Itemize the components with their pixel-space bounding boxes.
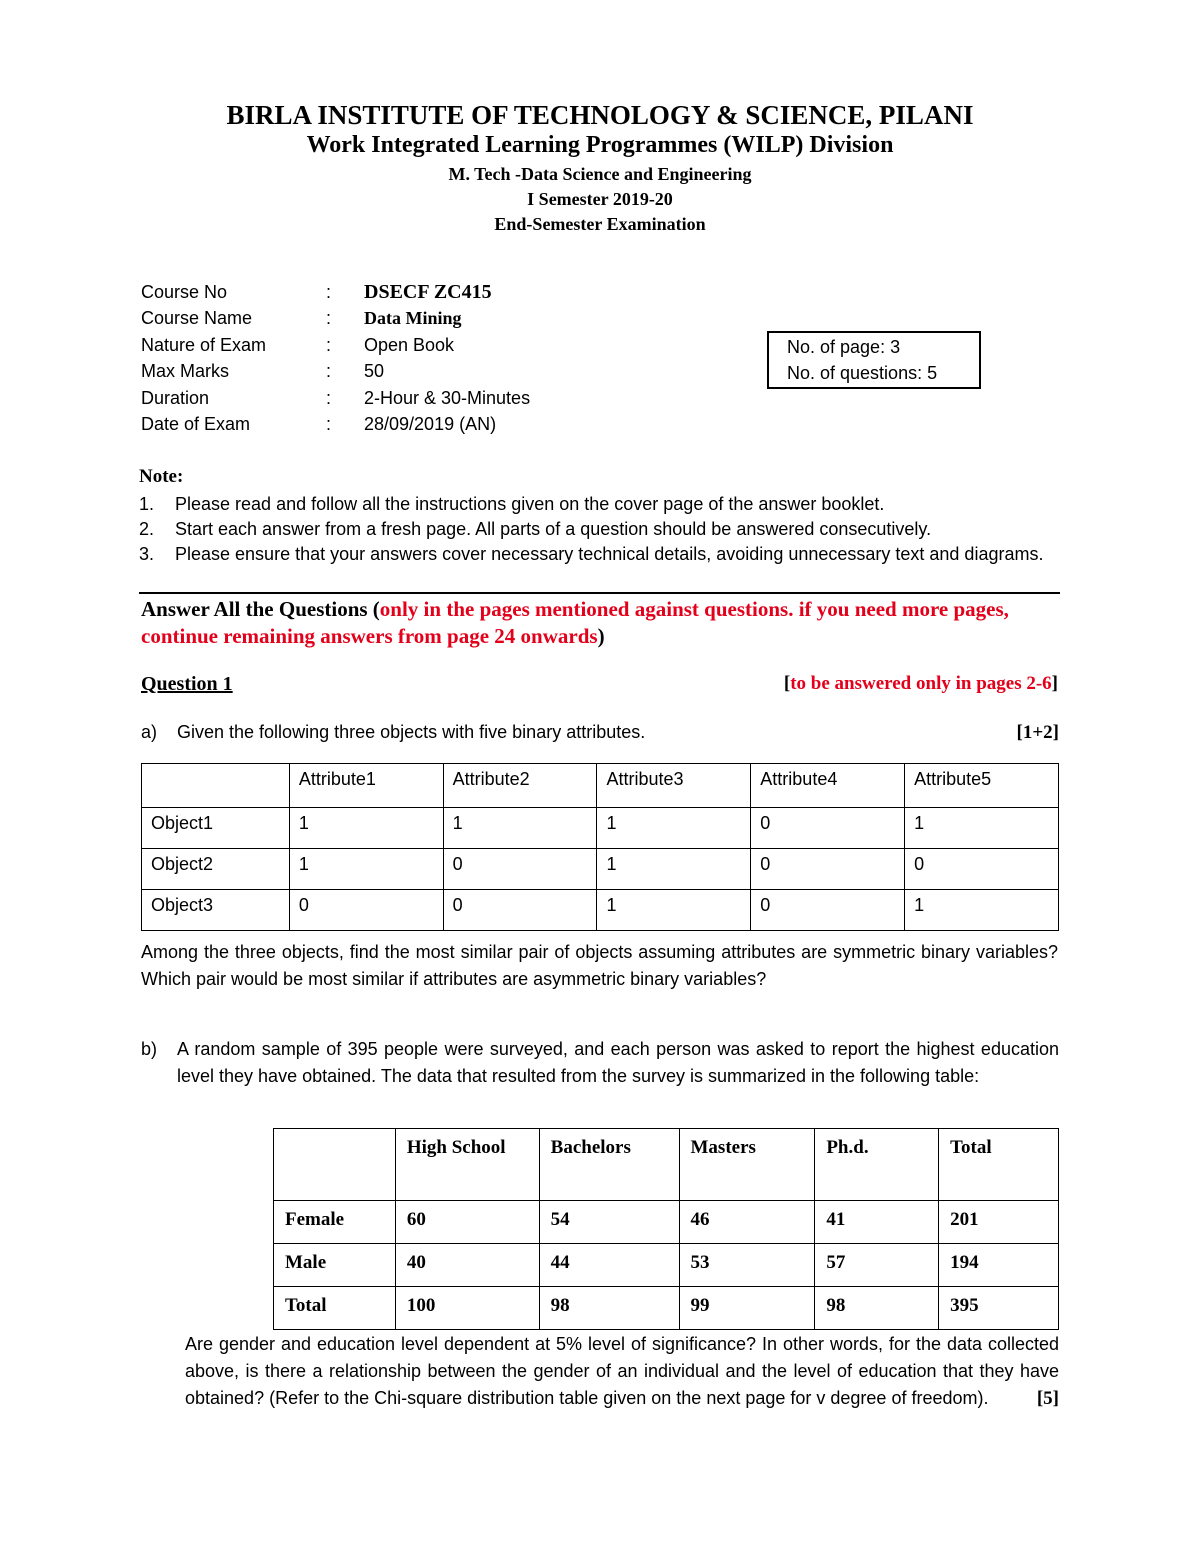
part-b-question — [185, 1331, 1059, 1412]
table-row — [274, 1201, 1059, 1244]
part-a-question: Among the three objects, find the most similar pair of objects assuming attributes are symmetric binary variables? Which pair would be most similar if attributes are asymmetric binary variables? — [141, 942, 1058, 989]
info-row-course-no — [141, 279, 530, 306]
table-cell: 1 — [597, 890, 751, 931]
table-cell: 0 — [751, 849, 905, 890]
institute-title: BIRLA INSTITUTE OF TECHNOLOGY & SCIENCE, PILANI — [226, 100, 974, 130]
table-cell: 0 — [443, 849, 597, 890]
part-a-intro — [141, 722, 1059, 744]
question-count: No. of questions: 5 — [787, 363, 938, 383]
table-cell: Attribute3 — [597, 764, 751, 808]
note-item — [139, 542, 1059, 567]
info-label: Duration — [141, 387, 210, 408]
info-row-course-name — [141, 306, 530, 333]
table-cell — [274, 1129, 396, 1201]
table-cell: 0 — [289, 890, 443, 931]
info-row-date — [141, 412, 530, 439]
table-cell: 53 — [679, 1244, 815, 1287]
table-cell — [142, 764, 290, 808]
table-cell: Bachelors — [539, 1129, 679, 1201]
table-cell: Object2 — [142, 849, 290, 890]
part-a-text: Given the following three objects with five binary attributes. — [177, 722, 646, 742]
table-cell: Object1 — [142, 808, 290, 849]
binary-attributes-table — [141, 763, 1059, 931]
exam-title: End-Semester Examination — [494, 214, 706, 234]
table-header-row — [274, 1129, 1059, 1201]
max-marks-value: 50 — [364, 361, 385, 382]
semester-title: I Semester 2019-20 — [527, 189, 673, 209]
education-survey-table — [273, 1128, 1059, 1330]
part-b-intro — [141, 1036, 1059, 1090]
note-text: Start each answer from a fresh page. All parts of a question should be answered consecutively. — [175, 519, 932, 539]
table-cell: 46 — [679, 1201, 815, 1244]
table-cell: 1 — [289, 849, 443, 890]
note-text: Please read and follow all the instructions given on the cover page of the answer booklet. — [175, 494, 885, 514]
table-cell: Attribute1 — [289, 764, 443, 808]
info-row-nature — [141, 332, 530, 359]
info-label: Course Name — [141, 308, 253, 329]
table-cell: 0 — [751, 890, 905, 931]
table-cell: 57 — [815, 1244, 939, 1287]
question-1-pages — [784, 673, 1058, 695]
table-cell: 54 — [539, 1201, 679, 1244]
info-label: Course No — [141, 281, 228, 302]
table-cell: 1 — [289, 808, 443, 849]
note-number: 2. — [139, 519, 155, 539]
table-cell: 0 — [443, 890, 597, 931]
program-title: M. Tech -Data Science and Engineering — [448, 164, 752, 184]
bracket-close: ] — [1051, 673, 1058, 694]
note-title: Note: — [139, 466, 184, 487]
question-1-title: Question 1 — [141, 673, 233, 695]
table-cell: Total — [274, 1287, 396, 1330]
table-cell: 0 — [751, 808, 905, 849]
info-row-max-marks — [141, 359, 530, 386]
table-row — [274, 1244, 1059, 1287]
part-b-question-text: Are gender and education level dependent at 5% level of significance? In other words, for the data collected above, is there a relationship between the gender of an individual and the level of education that they have obtained? (Refer to the Chi-square distribution table given on the next page for v degree of freedom). — [185, 1334, 1059, 1408]
course-name-value: Data Mining — [364, 308, 462, 329]
table-cell: 98 — [815, 1287, 939, 1330]
duration-value: 2-Hour & 30-Minutes — [364, 387, 531, 408]
part-a-marks: [1+2] — [1016, 722, 1059, 743]
table-header-row — [142, 764, 1059, 808]
table-cell: Attribute2 — [443, 764, 597, 808]
table-cell: High School — [395, 1129, 539, 1201]
note-item — [139, 492, 1059, 517]
info-colon: : — [326, 387, 332, 408]
table-cell: Attribute5 — [905, 764, 1059, 808]
course-no-value: DSECF ZC415 — [364, 280, 492, 303]
info-colon: : — [326, 308, 332, 329]
table-cell: 40 — [395, 1244, 539, 1287]
answer-red-note: only in the pages mentioned against questions. if you need more pages, continue remaining answers from page 24 onwards — [141, 597, 1009, 648]
note-number: 1. — [139, 494, 155, 514]
table-cell: 1 — [443, 808, 597, 849]
date-value: 28/09/2019 (AN) — [364, 414, 497, 435]
bracket-open: [ — [783, 673, 791, 694]
info-colon: : — [326, 281, 332, 302]
info-colon: : — [326, 334, 332, 355]
note-number: 3. — [139, 544, 155, 564]
table-cell: 1 — [905, 890, 1059, 931]
note-list — [139, 492, 1059, 567]
table-cell: Object3 — [142, 890, 290, 931]
part-a-number: a) — [141, 722, 158, 742]
table-cell: 44 — [539, 1244, 679, 1287]
table-cell: 395 — [939, 1287, 1059, 1330]
answer-instruction — [141, 596, 1061, 650]
table-cell: Attribute4 — [751, 764, 905, 808]
nature-value: Open Book — [364, 334, 455, 355]
course-info — [141, 279, 530, 438]
info-label: Nature of Exam — [141, 334, 267, 355]
page-count: No. of page: 3 — [787, 337, 901, 357]
table-row — [142, 890, 1059, 931]
info-label: Max Marks — [141, 361, 230, 382]
note-item — [139, 517, 1059, 542]
answer-tail: ) — [597, 624, 605, 648]
table-row — [142, 808, 1059, 849]
table-cell: 0 — [905, 849, 1059, 890]
info-label: Date of Exam — [141, 414, 251, 435]
part-b-text: A random sample of 395 people were surveyed, and each person was asked to report the highest education level they have obtained. The data that resulted from the survey is summarized in the following table: — [177, 1039, 1059, 1086]
note-text: Please ensure that your answers cover necessary technical details, avoiding unnecessary text and diagrams. — [175, 544, 1044, 564]
table-cell: 1 — [905, 808, 1059, 849]
table-cell: Total — [939, 1129, 1059, 1201]
table-cell: 1 — [597, 808, 751, 849]
table-cell: 194 — [939, 1244, 1059, 1287]
table-cell: 60 — [395, 1201, 539, 1244]
pages-note: to be answered only in pages 2-6 — [790, 673, 1052, 694]
table-cell: 41 — [815, 1201, 939, 1244]
page-count-box — [767, 331, 981, 389]
info-colon: : — [326, 361, 332, 382]
divider-line — [139, 592, 1060, 594]
table-cell: 201 — [939, 1201, 1059, 1244]
answer-lead: Answer All the Questions ( — [141, 597, 380, 621]
table-row — [274, 1287, 1059, 1330]
table-cell: Masters — [679, 1129, 815, 1201]
division-title: Work Integrated Learning Programmes (WILP) Division — [306, 132, 894, 158]
table-row — [142, 849, 1059, 890]
part-b-number: b) — [141, 1039, 158, 1059]
table-cell: 98 — [539, 1287, 679, 1330]
table-cell: Male — [274, 1244, 396, 1287]
table-cell: 100 — [395, 1287, 539, 1330]
table-cell: 1 — [597, 849, 751, 890]
part-b-marks: [5] — [1036, 1388, 1059, 1409]
table-cell: Ph.d. — [815, 1129, 939, 1201]
table-cell: 99 — [679, 1287, 815, 1330]
info-row-duration — [141, 385, 530, 412]
table-cell: Female — [274, 1201, 396, 1244]
info-colon: : — [326, 414, 332, 435]
